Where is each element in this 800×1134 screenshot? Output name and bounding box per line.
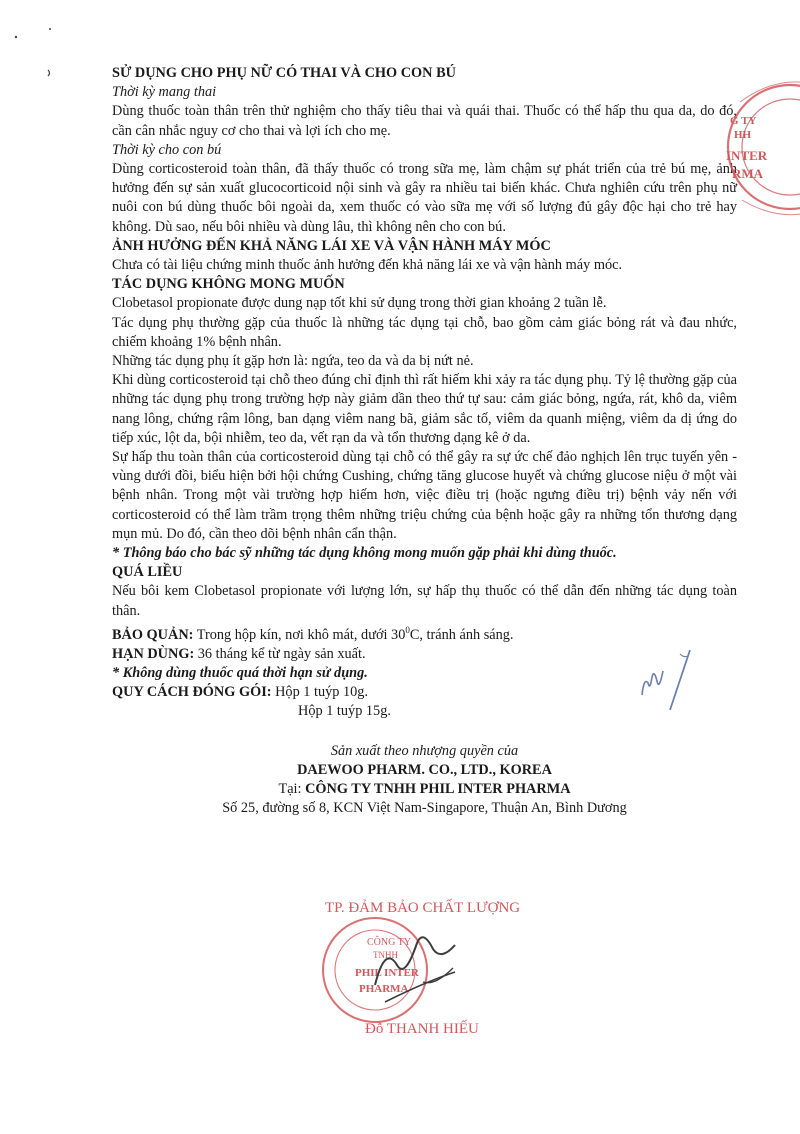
stamp-right-text-1: G TY [730,115,757,127]
stamp-inner-1: CÔNG TY [367,937,411,948]
expiry-note: * Không dùng thuốc quá thời hạn sử dụng. [112,665,368,682]
packaging-line-2: Hộp 1 tuýp 15g. [298,703,391,720]
scan-marks [10,25,70,85]
stamp-signer-name: Đỗ THANH HIẾU [365,1021,479,1037]
stamp-title: TP. ĐẢM BẢO CHẤT LƯỢNG [325,900,521,916]
manufacturer-line [112,780,737,799]
licensor-name: DAEWOO PHARM. CO., LTD., KOREA [297,761,552,778]
pregnancy-paragraph: Dùng thuốc toàn thân trên thử nghiệm cho thấy tiêu thai và quái thai. Thuốc có thể hấp thu qua da, do đó, cần cân nhắc nguy cơ cho thai và lợi ích cho mẹ. [112,103,737,139]
side-effects-paragraph-5: Sự hấp thu toàn thân của corticosteroid dùng tại chỗ có thể gây ra sự ức chế đảo nghịch lên trục tuyến yên - vùng dưới đồi, biểu hiện bởi hội chứng Cushing, chứng tăng glucose huyết và chứng glucose niệu ở một vài bệnh nhân. Trong một vài trường hợp hiếm hơn, việc điều trị (hoặc ngưng điều trị) bệnh vảy nến với corticosteroid có thể làm trầm trọng thêm những triệu chứng của bệnh hoặc gây ra những tổn thương dạng mụn mủ. Do đó, cần theo dõi bệnh nhân cẩn thận. [112,449,737,542]
storage-label: BẢO QUẢN: [112,626,194,643]
expiry-text: 36 tháng kể từ ngày sản xuất. [194,645,366,662]
stamp-right-text-4: RMA [732,166,764,181]
packaging-line-1: Hộp 1 tuýp 10g. [271,684,369,701]
pregnancy-subheading: Thời kỳ mang thai [112,84,217,101]
stamp-inner-2: TNHH [373,950,398,960]
manufacturer-address: Số 25, đường số 8, KCN Việt Nam-Singapore, Thuận An, Bình Dương [222,800,627,817]
overdose-paragraph: Nếu bôi kem Clobetasol propionate với lượng lớn, sự hấp thụ thuốc có thể dẫn đến những tác dụng toàn thân. [112,583,737,619]
stamp-inner-3: PHIL INTER [355,967,419,979]
storage-text-b: C, tránh ánh sáng. [409,626,514,643]
stamp-right-text-2: HH [734,129,752,141]
side-effects-paragraph-4: Khi dùng corticosteroid tại chỗ theo đúng chỉ định thì rất hiếm khi xảy ra tác dụng phụ. Tỷ lệ thường gặp của những tác dụng phụ trong trường hợp này giảm dần theo thứ tự sau: cảm giác bỏng, ngứa, rát, khô da, viêm nang lông, chứng rậm lông, ban dạng viêm nang bã, giảm sắc tố, viêm da quanh miệng, viêm da dị ứng do tiếp xúc, lột da, bội nhiễm, teo da, vết rạn da và tổn thương dạng kê ở da. [112,372,737,446]
driving-paragraph: Chưa có tài liệu chứng minh thuốc ảnh hưởng đến khả năng lái xe và vận hành máy móc. [112,257,623,274]
quality-stamp [305,890,545,1050]
stamp-inner-4: PHARMA [359,983,409,995]
overdose-heading: QUÁ LIỀU [112,564,183,581]
driving-heading: ẢNH HƯỞNG ĐẾN KHẢ NĂNG LÁI XE VÀ VẬN HÀNH MÁY MÓC [112,237,551,254]
storage-text-a: Trong hộp kín, nơi khô mát, dưới 30 [193,626,406,643]
side-effects-paragraph-3: Những tác dụng phụ ít gặp hơn là: ngứa, teo da và da bị nứt nẻ. [112,353,474,370]
side-effects-note: * Thông báo cho bác sỹ những tác dụng không mong muốn gặp phải khi dùng thuốc. [112,545,617,562]
company-stamp-partial [720,72,800,222]
packaging-label: QUY CÁCH ĐÓNG GÓI: [112,684,272,701]
manufacturer-name: CÔNG TY TNHH PHIL INTER PHARMA [305,781,571,798]
expiry-label: HẠN DÙNG: [112,645,195,662]
breastfeeding-subheading: Thời kỳ cho con bú [112,141,222,158]
stamp-right-text-3: INTER [726,148,768,163]
manufacturer-prefix: Tại: [278,781,306,798]
signature-mark [630,640,710,720]
breastfeeding-paragraph: Dùng corticosteroid toàn thân, đã thấy thuốc có trong sữa mẹ, làm chậm sự phát triển của trẻ bú mẹ, ảnh hưởng đến sự sản xuất glucocorticoid nội sinh và gây ra nhiều tai biến khác. Chưa nghiên cứu trên phụ nữ nuôi con bú dùng thuốc bôi ngoài da, xem thuốc có vào sữa mẹ với số lượng đủ gây độc hại cho trẻ hay không. Dù sao, nếu bôi nhiều và dùng lâu, thì không nên cho con bú. [112,161,737,235]
pregnancy-heading: SỬ DỤNG CHO PHỤ NỮ CÓ THAI VÀ CHO CON BÚ [112,65,456,81]
side-effects-paragraph-2: Tác dụng phụ thường gặp của thuốc là những tác dụng tại chỗ, bao gồm cảm giác bỏng rát và đau nhức, chiếm khoảng 1% bệnh nhân. [112,314,737,350]
side-effects-paragraph-1: Clobetasol propionate được dung nạp tốt khi sử dụng trong thời gian khoảng 2 tuần lễ. [112,295,607,312]
manufacturer-footer [112,742,737,819]
storage-degree: 0 [405,624,410,635]
side-effects-heading: TÁC DỤNG KHÔNG MONG MUỐN [112,276,345,293]
license-line: Sản xuất theo nhượng quyền của [330,742,519,759]
